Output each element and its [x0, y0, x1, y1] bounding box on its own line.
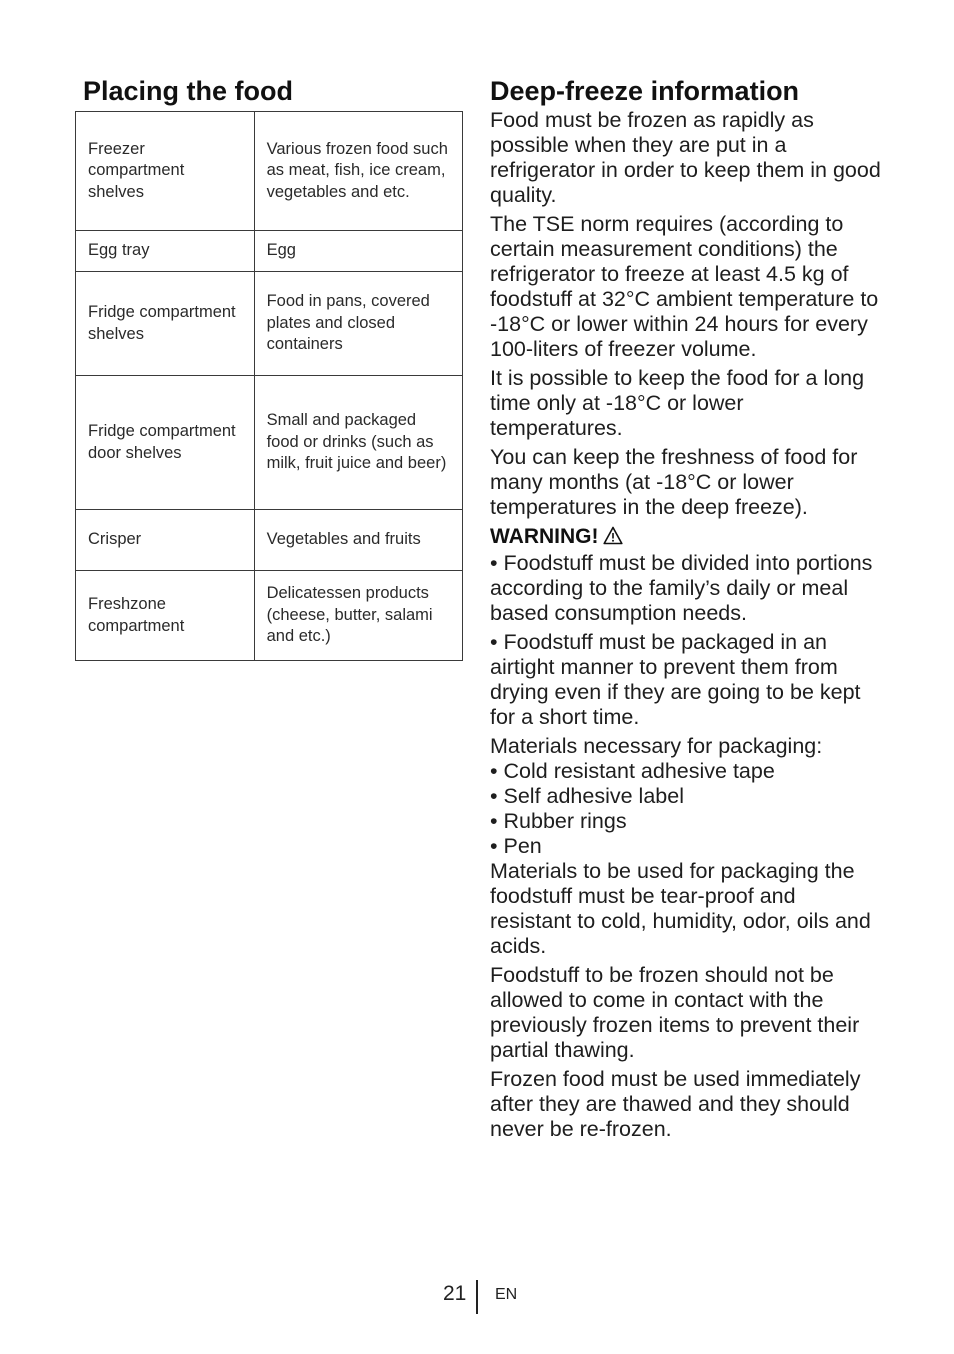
paragraph-tse-norm: The TSE norm requires (according to certain measurement conditions) the refrigerator to freeze at least 4.5 kg of foodstuff at 32°C ambient temperature to -18°C or lower within 24 hours for every 100-liters of freezer volume. — [490, 212, 879, 361]
warning-item-airtight: • Foodstuff must be packaged in an airtight manner to prevent them from drying even if they are going to be kept for a short time. — [490, 630, 861, 729]
table-cell-location: Egg tray — [76, 231, 255, 272]
table-row — [76, 112, 463, 231]
table-cell-food: Various frozen food such as meat, fish, ice cream, vegetables and etc. — [254, 112, 462, 231]
warning-heading — [490, 524, 882, 551]
list-item: • Pen — [490, 834, 542, 858]
paragraph-rapid-freezing: Food must be frozen as rapidly as possible when they are put in a refrigerator in order to keep them in good quality. — [490, 108, 881, 207]
placing-section — [75, 74, 463, 661]
footer-divider — [476, 1280, 478, 1314]
table-cell-food: Vegetables and fruits — [254, 510, 462, 571]
table-cell-location: Freezer compartment shelves — [76, 112, 255, 231]
warning-label: WARNING! — [490, 525, 599, 548]
materials-intro: Materials necessary for packaging: — [490, 734, 823, 758]
paragraph-packaging-materials: Materials to be used for packaging the foodstuff must be tear-proof and resistant to cold, humidity, odor, oils and acids. — [490, 859, 871, 958]
paragraph-freshness: You can keep the freshness of food for many months (at -18°C or lower temperatures in the deep freeze). — [490, 445, 858, 519]
table-row — [76, 231, 463, 272]
list-item: • Cold resistant adhesive tape — [490, 759, 775, 783]
table-cell-food: Egg — [254, 231, 462, 272]
paragraph-refreeze: Frozen food must be used immediately after they are thawed and they should never be re-frozen. — [490, 1067, 861, 1141]
table-cell-food: Food in pans, covered plates and closed containers — [254, 272, 462, 376]
warning-triangle-icon — [603, 526, 623, 551]
placing-table — [75, 111, 463, 661]
table-cell-location: Freshzone compartment — [76, 571, 255, 661]
table-cell-food: Small and packaged food or drinks (such as milk, fruit juice and beer) — [254, 376, 462, 510]
table-cell-location: Crisper — [76, 510, 255, 571]
table-row — [76, 510, 463, 571]
list-item: • Self adhesive label — [490, 784, 684, 808]
table-row — [76, 571, 463, 661]
table-row — [76, 272, 463, 376]
deep-freeze-section — [490, 74, 882, 1142]
paragraph-long-storage: It is possible to keep the food for a long time only at -18°C or lower temperatures. — [490, 366, 865, 440]
warning-item-portions: • Foodstuff must be divided into portions according to the family’s daily or meal based consumption needs. — [490, 551, 873, 625]
table-cell-location: Fridge compartment door shelves — [76, 376, 255, 510]
list-item: • Rubber rings — [490, 809, 627, 833]
deep-freeze-title: Deep-freeze information — [490, 76, 800, 106]
paragraph-contact-frozen: Foodstuff to be frozen should not be allowed to come in contact with the previously frozen items to prevent their partial thawing. — [490, 963, 860, 1062]
table-cell-food: Delicatessen products (cheese, butter, salami and etc.) — [254, 571, 462, 661]
table-cell-location: Fridge compartment shelves — [76, 272, 255, 376]
placing-title: Placing the food — [83, 76, 294, 106]
table-row — [76, 376, 463, 510]
page-footer — [0, 1280, 954, 1316]
page-number: 21 — [443, 1282, 467, 1305]
language-code: EN — [495, 1286, 518, 1303]
